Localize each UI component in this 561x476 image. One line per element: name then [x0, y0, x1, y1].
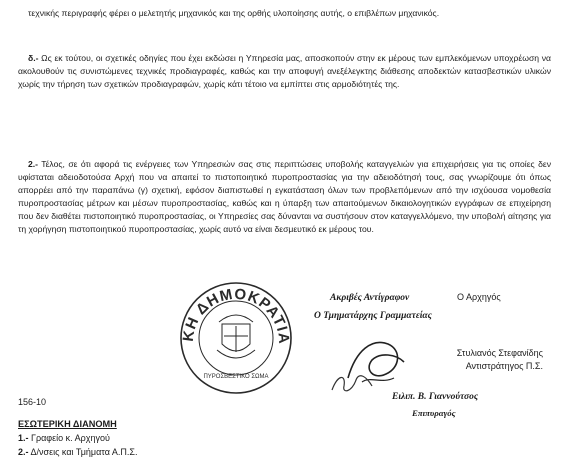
seal-inner-text: ΠΥΡΟΣΒΕΣΤΙΚΟ ΣΩΜΑ: [203, 374, 269, 380]
paragraph-continued: τεχνικής περιγραφής φέρει ο μελετητής μηχανικός και της ορθής υλοποίησης αυτής, ο επιβλέπων μηχανικός.: [28, 8, 440, 18]
signatory-name: Στυλιανός Στεφανίδης: [456, 348, 543, 358]
distribution-heading: ΕΣΩΤΕΡΙΚΗ ΔΙΑΝΟΜΗ: [18, 419, 117, 429]
certifier-name: Ειλιπ. Β. Γιαννούτσος: [392, 392, 479, 402]
paragraph-2-text: Τέλος, σε ότι αφορά τις ενέργειες των Υπηρεσιών σας στις περιπτώσεις υποβολής καταγγελιών για επιχειρήσεις για τις οποίες δεν υφίσταται αδειοδοτούσα Αρχή που να απαιτεί το πιστοποιητικό πυροπροστασίας για την αδειοδότησή τους, σας γνωρίζουμε ότι όπως απορρέει από την παραπάνω (γ) σχετική, εφόσον διαπιστωθεί η εγκατάσταση όλων των προβλεπόμενων από την ισχύουσα νομοθεσία πυροπροστασίας μέτρων και μέσων πυροπροστασίας, καθώς και η ύπαρξη των απαιτούμενων δικαιολογητικών εγγράφων σε επιχείρηση που δεν διαθέτει πιστοποιητικό πυροπροστασίας, οι Υπηρεσίες σας δύνανται να συστήσουν στον καταγγελλόμενο, την υποβολή αίτησης για τη χορήγηση πιστοποιητικού πυροπροστασίας, χωρίς αυτό να είναι δεσμευτικό εκ μέρους του.: [18, 159, 551, 234]
paragraph-d-text: Ως εκ τούτου, οι σχετικές οδηγίες που έχει εκδώσει η Υπηρεσία μας, αποσκοπούν στην εκ μέρους των εμπλεκόμενων υποχρέωση να ακολουθούν τις συνιστώμενες τεχνικές προδιαγραφές, καθώς και την αποφυγή ανεξέλεγκτης διάθεσης αποδεκτών κατασβεστικών υλικών χωρίς την τήρηση των σχετικών προδιαγραφών, χωρίς κάτι τέτοιο να εμπίπτει στις αρμοδιότητές της.: [18, 53, 551, 89]
paragraph-2: [18, 158, 551, 235]
signatory-title: Ο Αρχηγός: [457, 292, 501, 302]
certifier-rank: Επιπυραγός: [412, 408, 456, 418]
official-seal: [175, 278, 297, 396]
coat-of-arms-icon: [217, 315, 255, 358]
distribution-item: 1.- Γραφείο κ. Αρχηγού: [18, 433, 110, 443]
seal-arc-text: ΚΗ ΔΗΜΟΚΡΑΤΙΑ: [179, 285, 293, 346]
signature-scribble-icon: [328, 370, 376, 396]
certified-copy-label: Ακριβές Αντίγραφον: [330, 293, 410, 303]
document-reference: 156-10: [18, 397, 47, 407]
certifier-title: Ο Τμηματάρχης Γραμματείας: [314, 311, 432, 321]
paragraph-d-number: δ.-: [28, 53, 39, 63]
paragraph-d: [18, 52, 551, 91]
distribution-item: 2.- Δ/νσεις και Τμήματα Α.Π.Σ.: [18, 447, 138, 457]
paragraph-2-number: 2.-: [28, 159, 39, 169]
signatory-rank: Αντιστράτηγος Π.Σ.: [465, 361, 543, 371]
